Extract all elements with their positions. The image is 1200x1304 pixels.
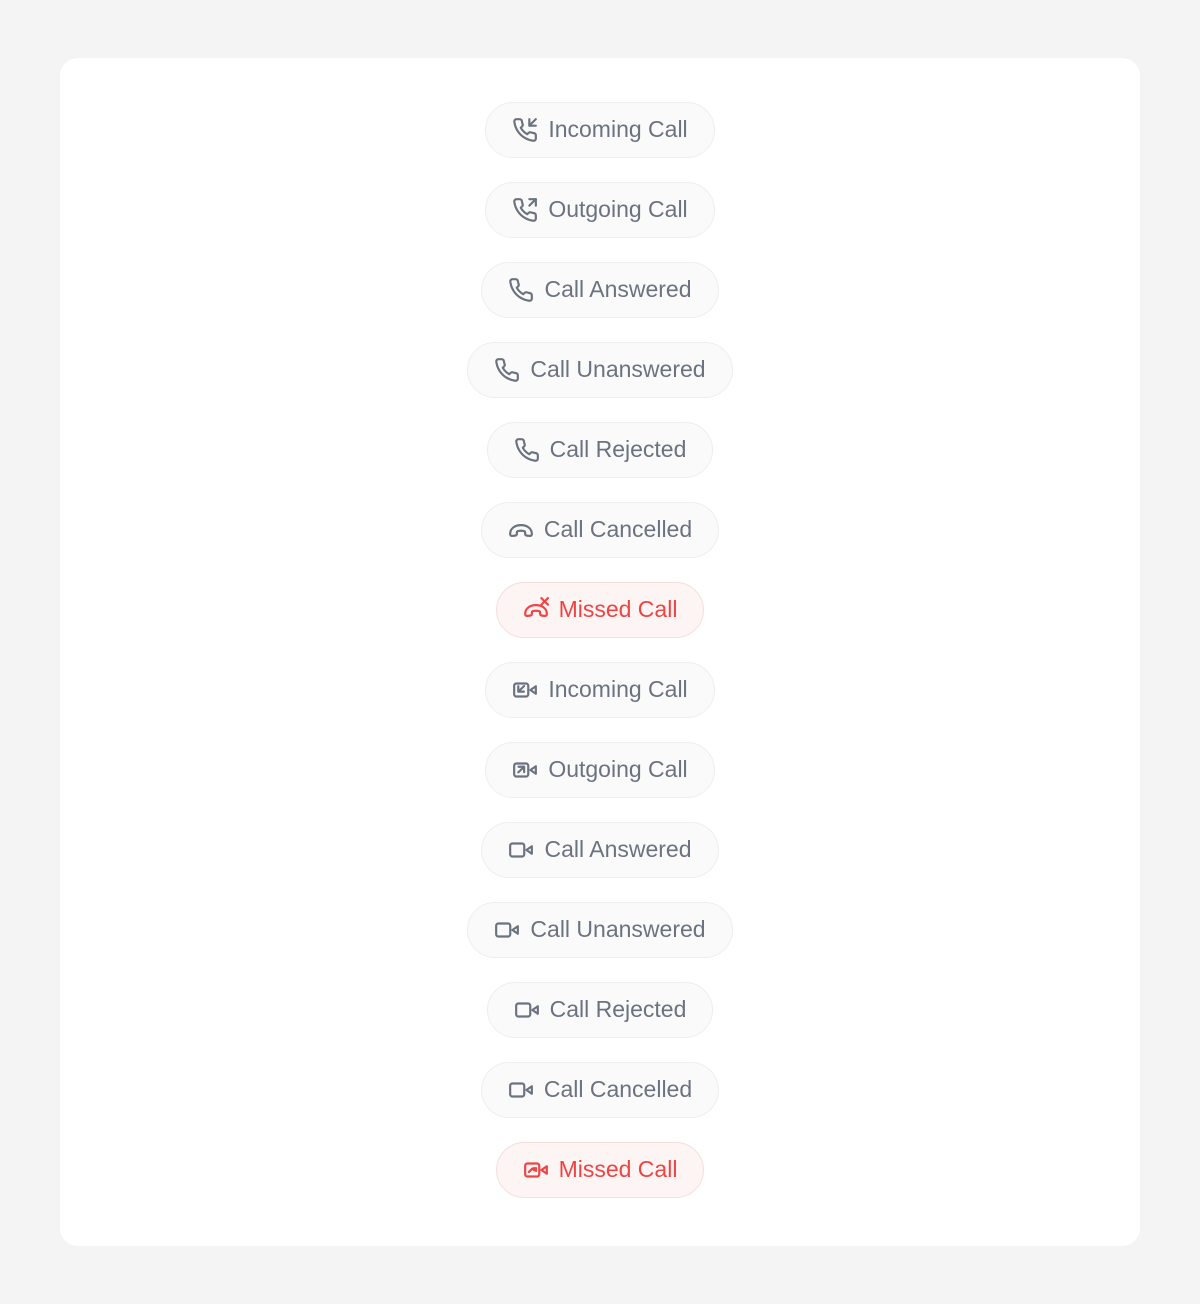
video-missed-icon (523, 1157, 549, 1183)
call-status-chip-label: Call Rejected (549, 435, 687, 462)
call-status-chip[interactable] (481, 822, 718, 878)
call-status-chip-label: Missed Call (558, 595, 678, 622)
call-status-chip-label: Incoming Call (548, 115, 688, 142)
call-status-chip-label: Outgoing Call (548, 755, 688, 782)
call-status-chip[interactable] (467, 902, 732, 958)
video-camera-icon (508, 1077, 534, 1103)
call-status-chip-list (60, 58, 1140, 1198)
call-status-chip[interactable] (485, 742, 714, 798)
phone-icon (514, 437, 540, 463)
call-status-chip-label: Call Rejected (549, 995, 687, 1022)
video-outgoing-icon (512, 757, 538, 783)
call-status-chip-label: Call Answered (544, 275, 692, 302)
call-status-chip-label: Missed Call (558, 1155, 678, 1182)
call-status-chip[interactable] (485, 102, 714, 158)
call-status-chip[interactable] (487, 982, 714, 1038)
phone-off-icon (508, 517, 534, 543)
phone-icon (494, 357, 520, 383)
call-status-chip[interactable] (485, 662, 714, 718)
call-status-chip[interactable] (496, 1142, 705, 1198)
phone-outgoing-icon (512, 197, 538, 223)
call-status-chip-label: Call Cancelled (543, 515, 693, 542)
call-status-chip-label: Outgoing Call (548, 195, 688, 222)
phone-incoming-icon (512, 117, 538, 143)
chip-card (60, 58, 1140, 1246)
video-incoming-icon (512, 677, 538, 703)
call-status-chip-label: Call Unanswered (530, 915, 706, 942)
call-status-chip[interactable] (481, 262, 718, 318)
call-status-chip-label: Call Cancelled (543, 1075, 693, 1102)
phone-icon (508, 277, 534, 303)
call-status-chip[interactable] (481, 1062, 719, 1118)
video-camera-icon (514, 997, 540, 1023)
call-status-chip-label: Call Answered (544, 835, 692, 862)
call-status-chip[interactable] (467, 342, 732, 398)
phone-missed-icon (523, 597, 549, 623)
call-status-chip[interactable] (496, 582, 705, 638)
call-status-chip[interactable] (485, 182, 714, 238)
video-camera-icon (494, 917, 520, 943)
video-camera-icon (508, 837, 534, 863)
call-status-chip-label: Call Unanswered (530, 355, 706, 382)
call-status-chip-label: Incoming Call (548, 675, 688, 702)
call-status-chip[interactable] (487, 422, 714, 478)
call-status-chip[interactable] (481, 502, 719, 558)
